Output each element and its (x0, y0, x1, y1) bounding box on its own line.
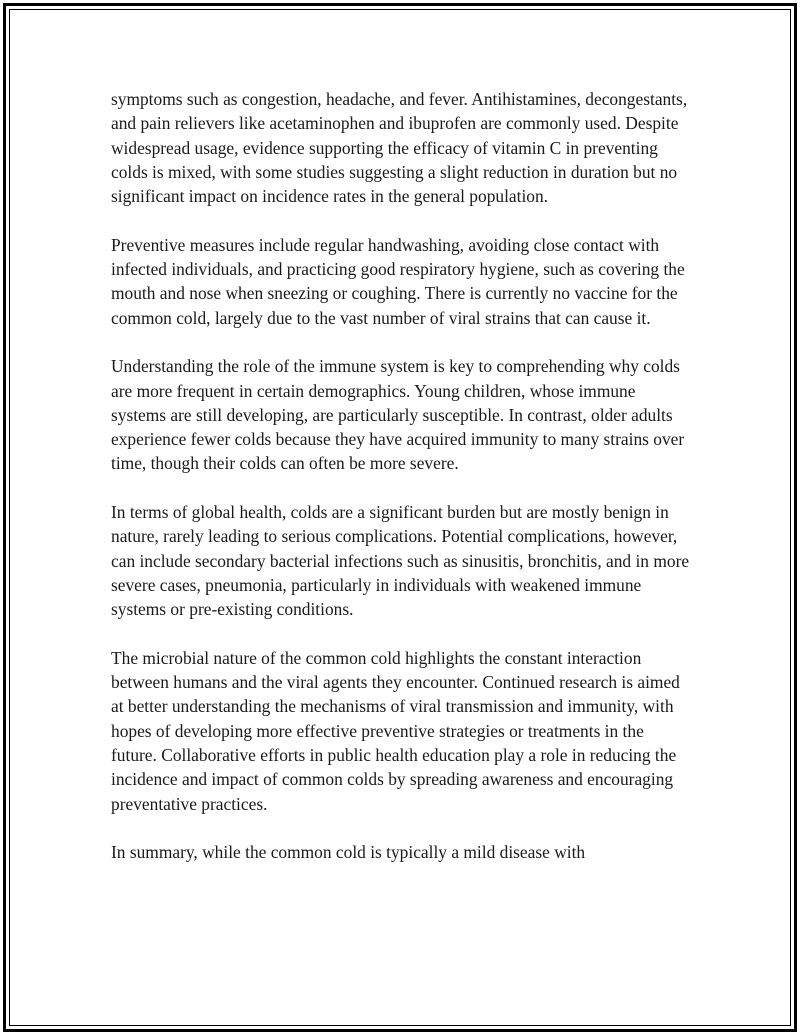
paragraph-treatment: symptoms such as congestion, headache, and fever. Antihistamines, decongestants, and pain relievers like acetaminophen and ibuprofen are commonly used. Despite widespread usage, evidence supporting the efficacy of vitamin C in preventing colds is mixed, with some studies suggesting a slight reduction in duration but no significant impact on incidence rates in the general population. (111, 89, 688, 207)
paragraph-microbial-nature: The microbial nature of the common cold highlights the constant interaction between humans and the viral agents they encounter. Continued research is aimed at better understanding the mechanisms of viral transmission and immunity, with hopes of developing more effective preventive strategies or treatments in the future. Collaborative efforts in public health education play a role in reducing the incidence and impact of common colds by spreading awareness and encouraging preventative practices. (111, 647, 680, 814)
paragraph-prevention: Preventive measures include regular handwashing, avoiding close contact with infected individuals, and practicing good respiratory hygiene, such as covering the mouth and nose when sneezing or coughing. There is currently no vaccine for the common cold, largely due to the vast number of viral strains that can cause it. (111, 234, 685, 328)
paragraph-summary: In summary, while the common cold is typically a mild disease with (111, 842, 586, 863)
paragraph-global-health: In terms of global health, colds are a significant burden but are mostly benign in nature, rarely leading to serious complications. Potential complications, however, can include secondary bacterial infections such as sinusitis, bronchitis, and in more severe cases, pneumonia, particularly in individuals with weakened immune systems or pre-existing conditions. (111, 502, 690, 620)
document-body (111, 87, 691, 889)
paragraph-immune-system: Understanding the role of the immune system is key to comprehending why colds are more frequent in certain demographics. Young children, whose immune systems are still developing, are particularly susceptible. In contrast, older adults experience fewer colds because they have acquired immunity to many strains over time, though their colds can often be more severe. (111, 356, 685, 474)
